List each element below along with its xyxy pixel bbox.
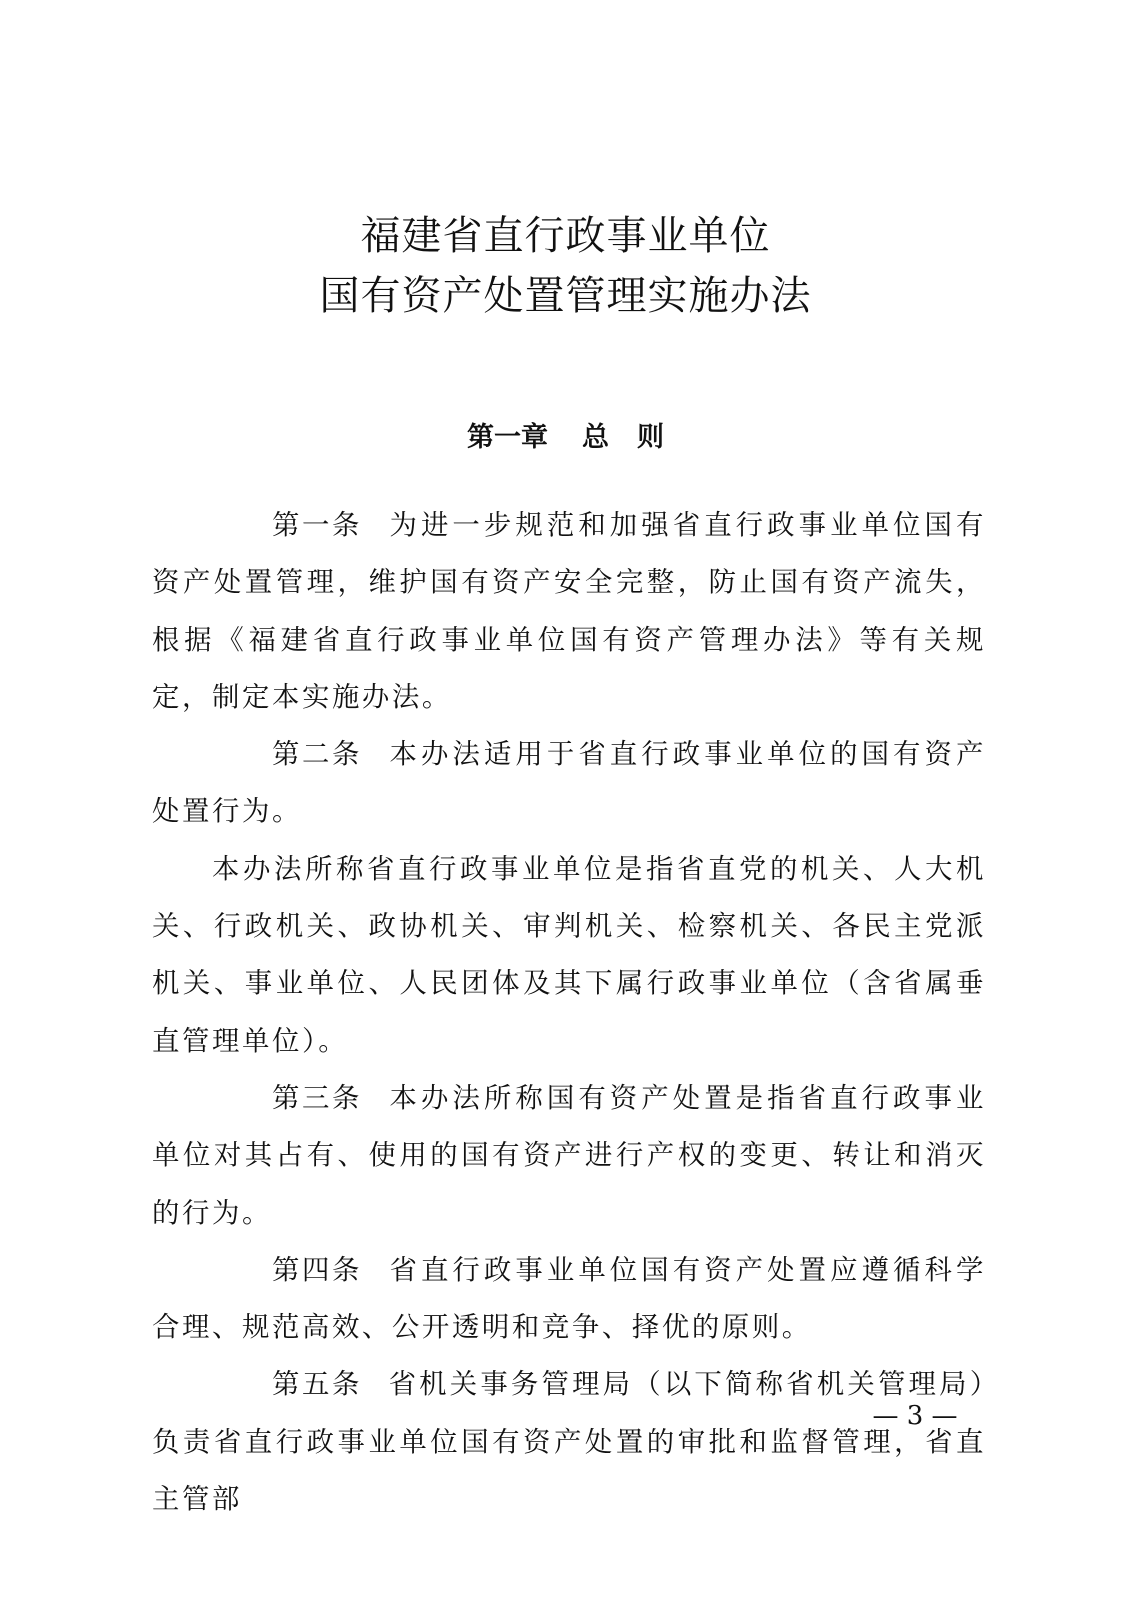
article-text: 本办法所称省直行政事业单位是指省直党的机关、人大机关、行政机关、政协机关、审判机关、检察机关、各民主党派机关、事业单位、人民团体及其下属行政事业单位（含省属垂直管理单位）。 xyxy=(152,853,986,1057)
article-text: 为进一步规范和加强省直行政事业单位国有资产处置管理，维护国有资产安全完整，防止国有资产流失，根据《福建省直行政事业单位国有资产管理办法》等有关规定，制定本实施办法。 xyxy=(152,510,986,713)
article-text: 本办法适用于省直行政事业单位的国有资产处置行为。 xyxy=(152,739,986,828)
article-number: 第二条 xyxy=(272,739,362,771)
article-number: 第四条 xyxy=(272,1254,362,1286)
chapter-name-part-1: 总 xyxy=(582,422,609,453)
article-number: 第一条 xyxy=(272,510,362,541)
document-title-line-2: 国有资产处置管理实施办法 xyxy=(319,273,812,319)
article-number: 第三条 xyxy=(272,1082,362,1114)
article-4 xyxy=(152,1242,986,1357)
page-number: — 3 — xyxy=(872,1401,958,1431)
article-3 xyxy=(152,1070,986,1242)
chapter-heading xyxy=(0,422,1131,454)
document-body xyxy=(152,497,986,1528)
article-text: 省机关事务管理局（以下简称省机关管理局）负责省直行政事业单位国有资产处置的审批和监督管理，省直主管部 xyxy=(152,1369,986,1516)
article-1 xyxy=(152,497,986,726)
article-2-paragraph-2 xyxy=(152,841,986,1070)
article-2 xyxy=(152,726,986,841)
article-text: 省直行政事业单位国有资产处置应遵循科学合理、规范高效、公开透明和竞争、择优的原则。 xyxy=(152,1254,986,1344)
article-text: 本办法所称国有资产处置是指省直行政事业单位对其占有、使用的国有资产进行产权的变更、转让和消灭的行为。 xyxy=(152,1082,986,1229)
document-title-line-1: 福建省直行政事业单位 xyxy=(360,213,771,259)
chapter-name-part-2: 则 xyxy=(637,422,664,453)
chapter-number: 第一章 xyxy=(467,422,548,453)
article-number: 第五条 xyxy=(272,1369,362,1401)
article-5 xyxy=(152,1356,986,1528)
